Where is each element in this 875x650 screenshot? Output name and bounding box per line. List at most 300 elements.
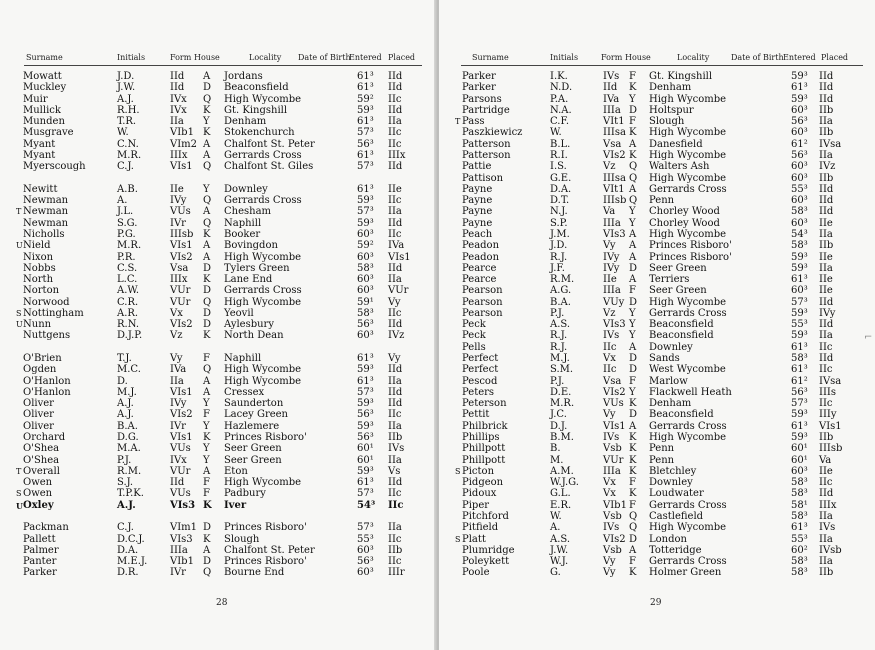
table-row <box>0 387 437 399</box>
table-row <box>0 105 437 117</box>
page-number: 28 <box>216 598 228 608</box>
form-cell: VUr <box>170 465 191 477</box>
table-row <box>439 161 875 173</box>
locality-cell: North Dean <box>224 330 284 342</box>
form-cell: IId <box>603 82 618 94</box>
form-cell: Vz <box>603 307 616 319</box>
surname-cell: Pitchford <box>462 510 509 522</box>
entered-cell: 59³ <box>791 71 808 82</box>
form-cell: IVr <box>170 420 186 432</box>
locality-cell: Gt. Kingshill <box>649 71 713 82</box>
initials-cell: B.A. <box>550 296 571 308</box>
initials-cell: P.G. <box>117 228 136 240</box>
locality-cell: Chorley Wood <box>649 217 720 229</box>
table-row <box>439 150 875 162</box>
house-cell: K <box>629 398 637 410</box>
house-cell: Y <box>203 420 210 432</box>
table-row <box>0 218 437 230</box>
placed-cell: IIc <box>388 195 402 207</box>
locality-cell: Beaconsfield <box>649 409 714 421</box>
form-cell: IVy <box>603 262 620 274</box>
form-cell: VUs <box>170 488 191 500</box>
initials-cell: W. <box>550 510 562 522</box>
initials-cell: W. <box>117 127 129 139</box>
table-row <box>439 116 875 128</box>
prefix-mark: S <box>16 489 22 499</box>
placed-cell: IIa <box>388 206 402 218</box>
form-cell: IIa <box>170 116 184 128</box>
surname-cell: Peadon <box>462 240 500 252</box>
form-cell: IIIx <box>170 150 188 161</box>
surname-cell: Payne <box>462 206 493 218</box>
placed-cell: IIb <box>819 432 834 443</box>
locality-cell: High Wycombe <box>224 296 302 308</box>
header-initials: Initials <box>117 53 146 62</box>
locality-cell: High Wycombe <box>649 228 727 240</box>
surname-cell: Paszkiewicz <box>462 127 523 139</box>
initials-cell: D.R. <box>117 567 139 579</box>
surname-cell: Pescod <box>462 375 498 387</box>
entered-cell: 58³ <box>791 510 808 522</box>
entered-cell: 57³ <box>357 206 374 218</box>
house-cell: F <box>629 375 636 387</box>
surname-cell: Palmer <box>23 544 59 556</box>
table-row <box>439 477 875 489</box>
locality-cell: Danesfield <box>649 138 703 150</box>
table-row <box>0 184 437 196</box>
surname-cell: Muir <box>23 93 48 105</box>
placed-cell: IIc <box>388 93 402 105</box>
locality-cell: High Wycombe <box>649 150 727 161</box>
surname-cell: Payne <box>462 217 493 229</box>
house-cell: K <box>629 150 637 161</box>
entered-cell: 61³ <box>791 522 808 534</box>
placed-cell: IIIy <box>819 409 837 421</box>
header-surname: Surname <box>472 53 509 62</box>
initials-cell: A.R. <box>117 307 139 319</box>
house-cell: K <box>203 432 211 443</box>
entered-cell: 60³ <box>791 161 808 173</box>
house-cell: Y <box>629 206 636 218</box>
entered-cell: 61³ <box>791 82 808 94</box>
surname-cell: Oxley <box>23 499 54 511</box>
house-cell: D <box>629 353 638 364</box>
placed-cell: IIc <box>388 228 402 240</box>
initials-cell: D.T. <box>550 195 570 207</box>
locality-cell: High Wycombe <box>649 172 727 184</box>
initials-cell: R.I. <box>550 150 568 161</box>
placed-cell: IIc <box>819 364 833 376</box>
surname-cell: O'Hanlon <box>23 386 71 398</box>
form-cell: IVy <box>170 195 187 207</box>
initials-cell: T.J. <box>117 353 132 364</box>
house-cell: K <box>629 488 637 500</box>
form-cell: IIIsb <box>603 195 627 207</box>
form-cell: IVa <box>170 364 187 376</box>
table-row <box>0 195 437 207</box>
initials-cell: J.W. <box>117 82 136 94</box>
house-cell: D <box>203 556 212 567</box>
locality-cell: Chalfont St. Peter <box>224 138 315 150</box>
locality-cell: Chorley Wood <box>649 206 720 218</box>
table-row <box>0 353 437 365</box>
entered-cell: 58¹ <box>791 499 808 511</box>
initials-cell: P.J. <box>550 375 565 387</box>
initials-cell: S.M. <box>550 364 574 376</box>
form-cell: IVs <box>603 330 620 342</box>
initials-cell: B.M. <box>550 432 574 443</box>
locality-cell: Gerrards Cross <box>649 420 727 432</box>
placed-cell: IIa <box>819 533 833 545</box>
initials-cell: W.J. <box>550 556 569 567</box>
surname-cell: Perfect <box>462 364 499 376</box>
house-cell: Y <box>203 398 210 410</box>
table-row <box>0 522 437 534</box>
house-cell: A <box>629 183 637 195</box>
placed-cell: IIa <box>388 522 402 534</box>
initials-cell: N.A. <box>550 104 572 116</box>
house-cell: Y <box>629 330 636 342</box>
entered-cell: 59³ <box>357 420 374 432</box>
surname-cell: Phillpott <box>462 454 506 466</box>
house-cell: D <box>203 82 212 94</box>
entered-cell: 58³ <box>791 556 808 567</box>
entered-cell: 61³ <box>357 353 374 364</box>
entered-cell: 57³ <box>791 296 808 308</box>
locality-cell: Bovingdon <box>224 240 278 252</box>
table-row <box>439 252 875 264</box>
house-cell: Q <box>203 93 212 105</box>
house-cell: Y <box>203 454 210 466</box>
placed-cell: IId <box>388 364 403 376</box>
house-cell: K <box>203 330 211 342</box>
house-cell: A <box>629 274 637 285</box>
form-cell: IIIa <box>603 285 621 297</box>
entered-cell: 61² <box>791 138 808 150</box>
placed-cell: Vy <box>388 296 401 308</box>
placed-cell: IVs <box>819 522 836 534</box>
placed-cell: IIc <box>388 556 402 567</box>
house-cell: A <box>203 206 211 218</box>
house-cell: A <box>203 465 211 477</box>
header-form: Form <box>170 53 192 62</box>
surname-cell: Myant <box>23 150 56 161</box>
placed-cell: IVs <box>388 443 405 455</box>
surname-cell: Norton <box>23 285 60 297</box>
house-cell: K <box>629 465 637 477</box>
initials-cell: A.G. <box>550 285 572 297</box>
house-cell: K <box>203 499 212 511</box>
house-cell: F <box>203 409 210 421</box>
form-cell: VUr <box>603 454 624 466</box>
placed-cell: IIb <box>819 240 834 252</box>
placed-cell: IIb <box>388 432 403 443</box>
table-row <box>439 534 875 546</box>
form-cell: VIs2 <box>170 409 193 421</box>
initials-cell: R.H. <box>117 104 140 116</box>
form-cell: VIt1 <box>603 183 625 195</box>
header-rule <box>461 65 863 66</box>
form-cell: VUs <box>170 206 191 218</box>
form-cell: Vy <box>603 567 616 579</box>
locality-cell: Penn <box>649 195 675 207</box>
entered-cell: 60³ <box>791 127 808 139</box>
placed-cell: IIa <box>388 274 402 285</box>
entered-cell: 59³ <box>357 217 374 229</box>
prefix-mark: T <box>16 466 22 476</box>
surname-cell: Overall <box>23 465 60 477</box>
initials-cell: M. <box>550 454 564 466</box>
surname-cell: Poleykett <box>462 556 510 567</box>
locality-cell: Lane End <box>224 274 273 285</box>
table-row <box>0 477 437 489</box>
form-cell: IVy <box>603 251 620 263</box>
table-row <box>439 139 875 151</box>
placed-cell: IId <box>388 104 403 116</box>
locality-cell: Iver <box>224 499 247 511</box>
table-row <box>439 455 875 467</box>
table-row <box>439 297 875 309</box>
locality-cell: Seer Green <box>649 285 707 297</box>
house-cell: K <box>629 82 637 94</box>
locality-cell: Princes Risboro' <box>649 251 732 263</box>
surname-cell: Newman <box>23 206 69 218</box>
surname-cell: Piper <box>462 499 490 511</box>
prefix-mark: S <box>455 534 461 544</box>
form-cell: IVx <box>170 104 187 116</box>
locality-cell: High Wycombe <box>224 375 302 387</box>
locality-cell: Totteridge <box>649 544 702 556</box>
initials-cell: R.M. <box>550 274 575 285</box>
locality-cell: High Wycombe <box>649 127 727 139</box>
placed-cell: IIb <box>388 544 403 556</box>
locality-cell: Holmer Green <box>649 567 722 579</box>
header-house: House <box>194 53 220 62</box>
entered-cell: 56³ <box>791 386 808 398</box>
entered-cell: 55³ <box>791 533 808 545</box>
form-cell: VIs1 <box>603 420 626 432</box>
house-cell: K <box>203 228 211 240</box>
locality-cell: Terriers <box>649 274 690 285</box>
entered-cell: 58³ <box>791 567 808 579</box>
placed-cell: IId <box>388 71 403 82</box>
locality-cell: Denham <box>649 82 692 94</box>
surname-cell: Peadon <box>462 251 500 263</box>
header-surname: Surname <box>26 53 63 62</box>
table-row <box>439 522 875 534</box>
table-row <box>439 195 875 207</box>
table-row <box>0 240 437 252</box>
prefix-mark: S <box>455 466 461 476</box>
left-page <box>0 0 437 650</box>
house-cell: Q <box>629 161 638 173</box>
entered-cell: 61³ <box>357 116 374 128</box>
surname-cell: Myant <box>23 138 56 150</box>
placed-cell: IId <box>388 386 403 398</box>
initials-cell: P.J. <box>550 307 565 319</box>
entered-cell: 60³ <box>357 228 374 240</box>
initials-cell: R.J. <box>550 251 568 263</box>
locality-cell: Downley <box>649 477 693 489</box>
locality-cell: Seer Green <box>224 454 282 466</box>
header-entered: Entered <box>349 53 382 62</box>
house-cell: Y <box>203 183 210 195</box>
surname-cell: Pattie <box>462 161 492 173</box>
house-cell: K <box>629 567 637 579</box>
entered-cell: 60³ <box>791 195 808 207</box>
house-cell: A <box>629 228 637 240</box>
table-row <box>0 364 437 376</box>
entered-cell: 59² <box>357 240 374 252</box>
surname-cell: Peck <box>462 330 486 342</box>
locality-cell: Seer Green <box>649 262 707 274</box>
table-row <box>0 139 437 151</box>
entered-cell: 59³ <box>791 262 808 274</box>
locality-cell: Castlefield <box>649 510 704 522</box>
table-row <box>0 161 437 173</box>
form-cell: Vsa <box>170 262 189 274</box>
entered-cell: 60³ <box>357 330 374 342</box>
house-cell: K <box>203 274 211 285</box>
house-cell: A <box>203 240 211 252</box>
initials-cell: A.B. <box>117 183 138 195</box>
initials-cell: B. <box>550 443 561 455</box>
house-cell: F <box>203 488 210 500</box>
placed-cell: IIc <box>819 477 833 489</box>
surname-cell: Packman <box>23 522 69 534</box>
entered-cell: 58³ <box>791 488 808 500</box>
locality-cell: Flackwell Heath <box>649 386 732 398</box>
locality-cell: Bourne End <box>224 567 285 579</box>
locality-cell: Gerrards Cross <box>649 183 727 195</box>
entered-cell: 60³ <box>791 465 808 477</box>
placed-cell: IIIx <box>388 150 406 161</box>
locality-cell: Downley <box>649 341 693 353</box>
house-cell: Y <box>203 116 210 128</box>
entered-cell: 59³ <box>357 104 374 116</box>
form-cell: VIs3 <box>603 319 626 331</box>
placed-cell: IId <box>388 161 403 173</box>
placed-cell: IId <box>388 477 403 489</box>
placed-cell: IIc <box>819 341 833 353</box>
initials-cell: M.C. <box>117 364 141 376</box>
entered-cell: 61³ <box>357 477 374 489</box>
entered-cell: 57³ <box>357 161 374 173</box>
placed-cell: IId <box>819 71 834 82</box>
form-cell: VIt1 <box>603 116 625 128</box>
house-cell: K <box>203 533 211 545</box>
table-row <box>0 252 437 264</box>
form-cell: IIIa <box>170 544 188 556</box>
form-cell: IVs <box>603 432 620 443</box>
entered-cell: 59³ <box>357 195 374 207</box>
table-row <box>0 71 437 83</box>
entered-cell: 60³ <box>791 172 808 184</box>
house-cell: A <box>629 138 637 150</box>
placed-cell: IIa <box>388 454 402 466</box>
initials-cell: A.W. <box>117 285 140 297</box>
form-cell: IVs <box>603 522 620 534</box>
placed-cell: Va <box>819 454 832 466</box>
locality-cell: High Wycombe <box>649 93 727 105</box>
table-row <box>439 364 875 376</box>
surname-cell: Pallett <box>23 533 56 545</box>
surname-cell: Patterson <box>462 138 511 150</box>
placed-cell: IIIx <box>819 499 837 511</box>
placed-cell: IIc <box>388 533 402 545</box>
form-cell: VIb1 <box>603 499 627 511</box>
table-row <box>439 240 875 252</box>
placed-cell: IIe <box>819 285 833 297</box>
surname-cell: Newman <box>23 217 69 229</box>
initials-cell: R.J. <box>550 341 568 353</box>
surname-cell: Nield <box>23 240 51 252</box>
house-cell: F <box>629 71 636 82</box>
entered-cell: 60³ <box>791 285 808 297</box>
entered-cell: 60¹ <box>357 454 374 466</box>
house-cell: Q <box>629 510 638 522</box>
locality-cell: Hazlemere <box>224 420 280 432</box>
locality-cell: Gerrards Cross <box>649 307 727 319</box>
surname-cell: Nunn <box>23 319 52 331</box>
table-row <box>0 330 437 342</box>
form-cell: IIIa <box>603 465 621 477</box>
locality-cell: Slough <box>649 116 685 128</box>
surname-cell: O'Shea <box>23 443 60 455</box>
form-cell: VUr <box>170 285 191 297</box>
house-cell: A <box>203 150 211 161</box>
house-cell: K <box>629 127 637 139</box>
surname-cell: Oliver <box>23 420 54 432</box>
form-cell: IVx <box>170 454 187 466</box>
initials-cell: M.J. <box>117 386 137 398</box>
form-cell: VIs2 <box>170 319 193 331</box>
house-cell: F <box>629 477 636 489</box>
placed-cell: IIc <box>388 138 402 150</box>
house-cell: F <box>629 499 636 511</box>
house-cell: D <box>203 319 212 331</box>
surname-cell: Philbrick <box>462 420 508 432</box>
form-cell: IVr <box>170 217 186 229</box>
locality-cell: Tylers Green <box>224 262 290 274</box>
form-cell: IId <box>170 82 185 94</box>
entered-cell: 57³ <box>791 398 808 410</box>
form-cell: IVr <box>170 567 186 579</box>
placed-cell: IId <box>819 206 834 218</box>
placed-cell: IId <box>819 296 834 308</box>
surname-cell: Munden <box>23 116 65 128</box>
locality-cell: Denham <box>649 398 692 410</box>
locality-cell: Princes Risboro' <box>224 432 307 443</box>
form-cell: Vx <box>603 477 616 489</box>
header-initials: Initials <box>550 53 579 62</box>
house-cell: Q <box>629 522 638 534</box>
initials-cell: J.C. <box>550 409 567 421</box>
entered-cell: 57³ <box>357 386 374 398</box>
form-cell: VIs2 <box>603 386 626 398</box>
surname-cell: Nicholls <box>23 228 65 240</box>
locality-cell: Gerrards Cross <box>224 285 302 297</box>
initials-cell: T.P.K. <box>117 488 144 500</box>
house-cell: Q <box>629 195 638 207</box>
placed-cell: IIa <box>819 556 833 567</box>
table-row <box>439 511 875 523</box>
locality-cell: Naphill <box>224 353 262 364</box>
locality-cell: Denham <box>224 116 267 128</box>
locality-cell: Marlow <box>649 375 688 387</box>
placed-cell: IIa <box>819 262 833 274</box>
header-form: Form <box>601 53 623 62</box>
